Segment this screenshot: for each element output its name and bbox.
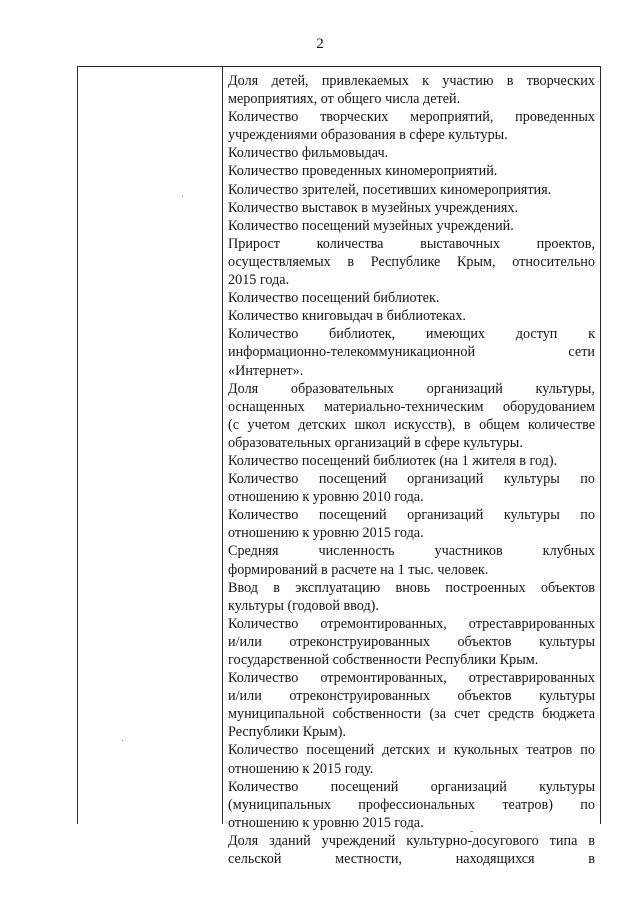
indicator-text-line: и/или отреконструированных объектов культуры — [228, 633, 595, 650]
indicator-text-line: Ввод в эксплуатацию вновь построенных объектов — [228, 579, 595, 596]
indicator-text-line: формирований в расчете на 1 тыс. человек. — [228, 561, 489, 578]
indicator-text-line: Средняя численность участников клубных — [228, 543, 595, 560]
indicator-text-line: Доля зданий учреждений культурно-досугового типа в — [228, 832, 595, 849]
indicator-text-line: Количество отремонтированных, отреставрированных — [228, 670, 595, 687]
indicator-text-line: муниципальной собственности (за счет средств бюджета — [228, 706, 595, 723]
indicators-cell — [228, 72, 595, 868]
indicator-text-line: Количество проведенных киномероприятий. — [228, 163, 498, 180]
indicator-text-line: Прирост количества выставочных проектов, — [228, 235, 595, 252]
indicator-text-line: и/или отреконструированных объектов культуры — [228, 688, 595, 705]
scan-speck — [182, 196, 183, 197]
indicator-text-line: оснащенных материально-техническим оборудованием — [228, 398, 595, 415]
scan-speck — [122, 740, 123, 741]
indicator-text-line: Количество посещений организаций культуры по — [228, 507, 595, 524]
scan-speck — [470, 831, 473, 832]
indicator-text-line: Количество фильмовыдач. — [228, 145, 389, 162]
indicator-text-line: Количество посещений музейных учреждений. — [228, 217, 514, 234]
indicator-text-line: Количество посещений организаций культуры по — [228, 471, 595, 488]
indicator-text-line: Доля образовательных организаций культуры, — [228, 380, 595, 397]
indicator-text-line: (с учетом детских школ искусств), в общем количестве — [228, 416, 595, 433]
indicator-text-line: Количество книговыдач в библиотеках. — [228, 308, 466, 325]
indicator-text-line: Доля детей, привлекаемых к участию в творческих — [228, 73, 595, 89]
indicator-text-line: культуры (годовой ввод). — [228, 597, 379, 614]
indicator-text-line: Количество выставок в музейных учреждениях. — [228, 199, 519, 216]
indicator-text-line: Республики Крым). — [228, 724, 347, 741]
indicator-text-line: отношению к уровню 2015 года. — [228, 814, 424, 831]
indicator-text-line: Количество отремонтированных, отреставрированных — [228, 615, 595, 632]
left-table-cell — [78, 67, 222, 824]
indicator-text-line: мероприятиях, от общего числа детей. — [228, 91, 461, 108]
indicator-text-line: учреждениями образования в сфере культуры. — [228, 127, 508, 144]
indicator-text-line: Количество посещений библиотек (на 1 жителя в год). — [228, 452, 558, 469]
indicator-text-line: сельской местности, находящихся в — [228, 851, 595, 868]
indicator-text-line: (муниципальных профессиональных театров) по — [228, 796, 595, 813]
indicator-text-line: Количество посещений библиотек. — [228, 290, 440, 307]
indicator-text-line: информационно-телекоммуникационной сети — [228, 344, 595, 361]
indicator-text-line: Количество библиотек, имеющих доступ к — [228, 326, 595, 343]
indicator-text-line: отношению к 2015 году. — [228, 760, 374, 777]
indicator-text-line: государственной собственности Республики Крым. — [228, 652, 539, 668]
indicators-table — [77, 66, 601, 868]
indicator-text-line: Количество зрителей, посетивших киномероприятия. — [228, 181, 552, 198]
indicator-text-line: осуществляемых в Республике Крым, относительно — [228, 253, 595, 270]
indicator-text-line: отношению к уровню 2015 года. — [228, 525, 424, 542]
indicator-text-line: образовательных организаций в сфере культуры. — [228, 434, 523, 451]
indicator-text-line: Количество посещений детских и кукольных театров по — [228, 742, 595, 759]
column-divider — [222, 67, 223, 824]
indicator-text-line: отношению к уровню 2010 года. — [228, 489, 424, 506]
indicator-text-line: 2015 года. — [228, 272, 290, 289]
indicator-text-line: Количество посещений организаций культуры — [228, 778, 595, 795]
indicator-text-line: «Интернет». — [228, 362, 304, 379]
page-number: 2 — [316, 36, 324, 52]
indicator-text-line: Количество творческих мероприятий, проведенных — [228, 109, 595, 126]
